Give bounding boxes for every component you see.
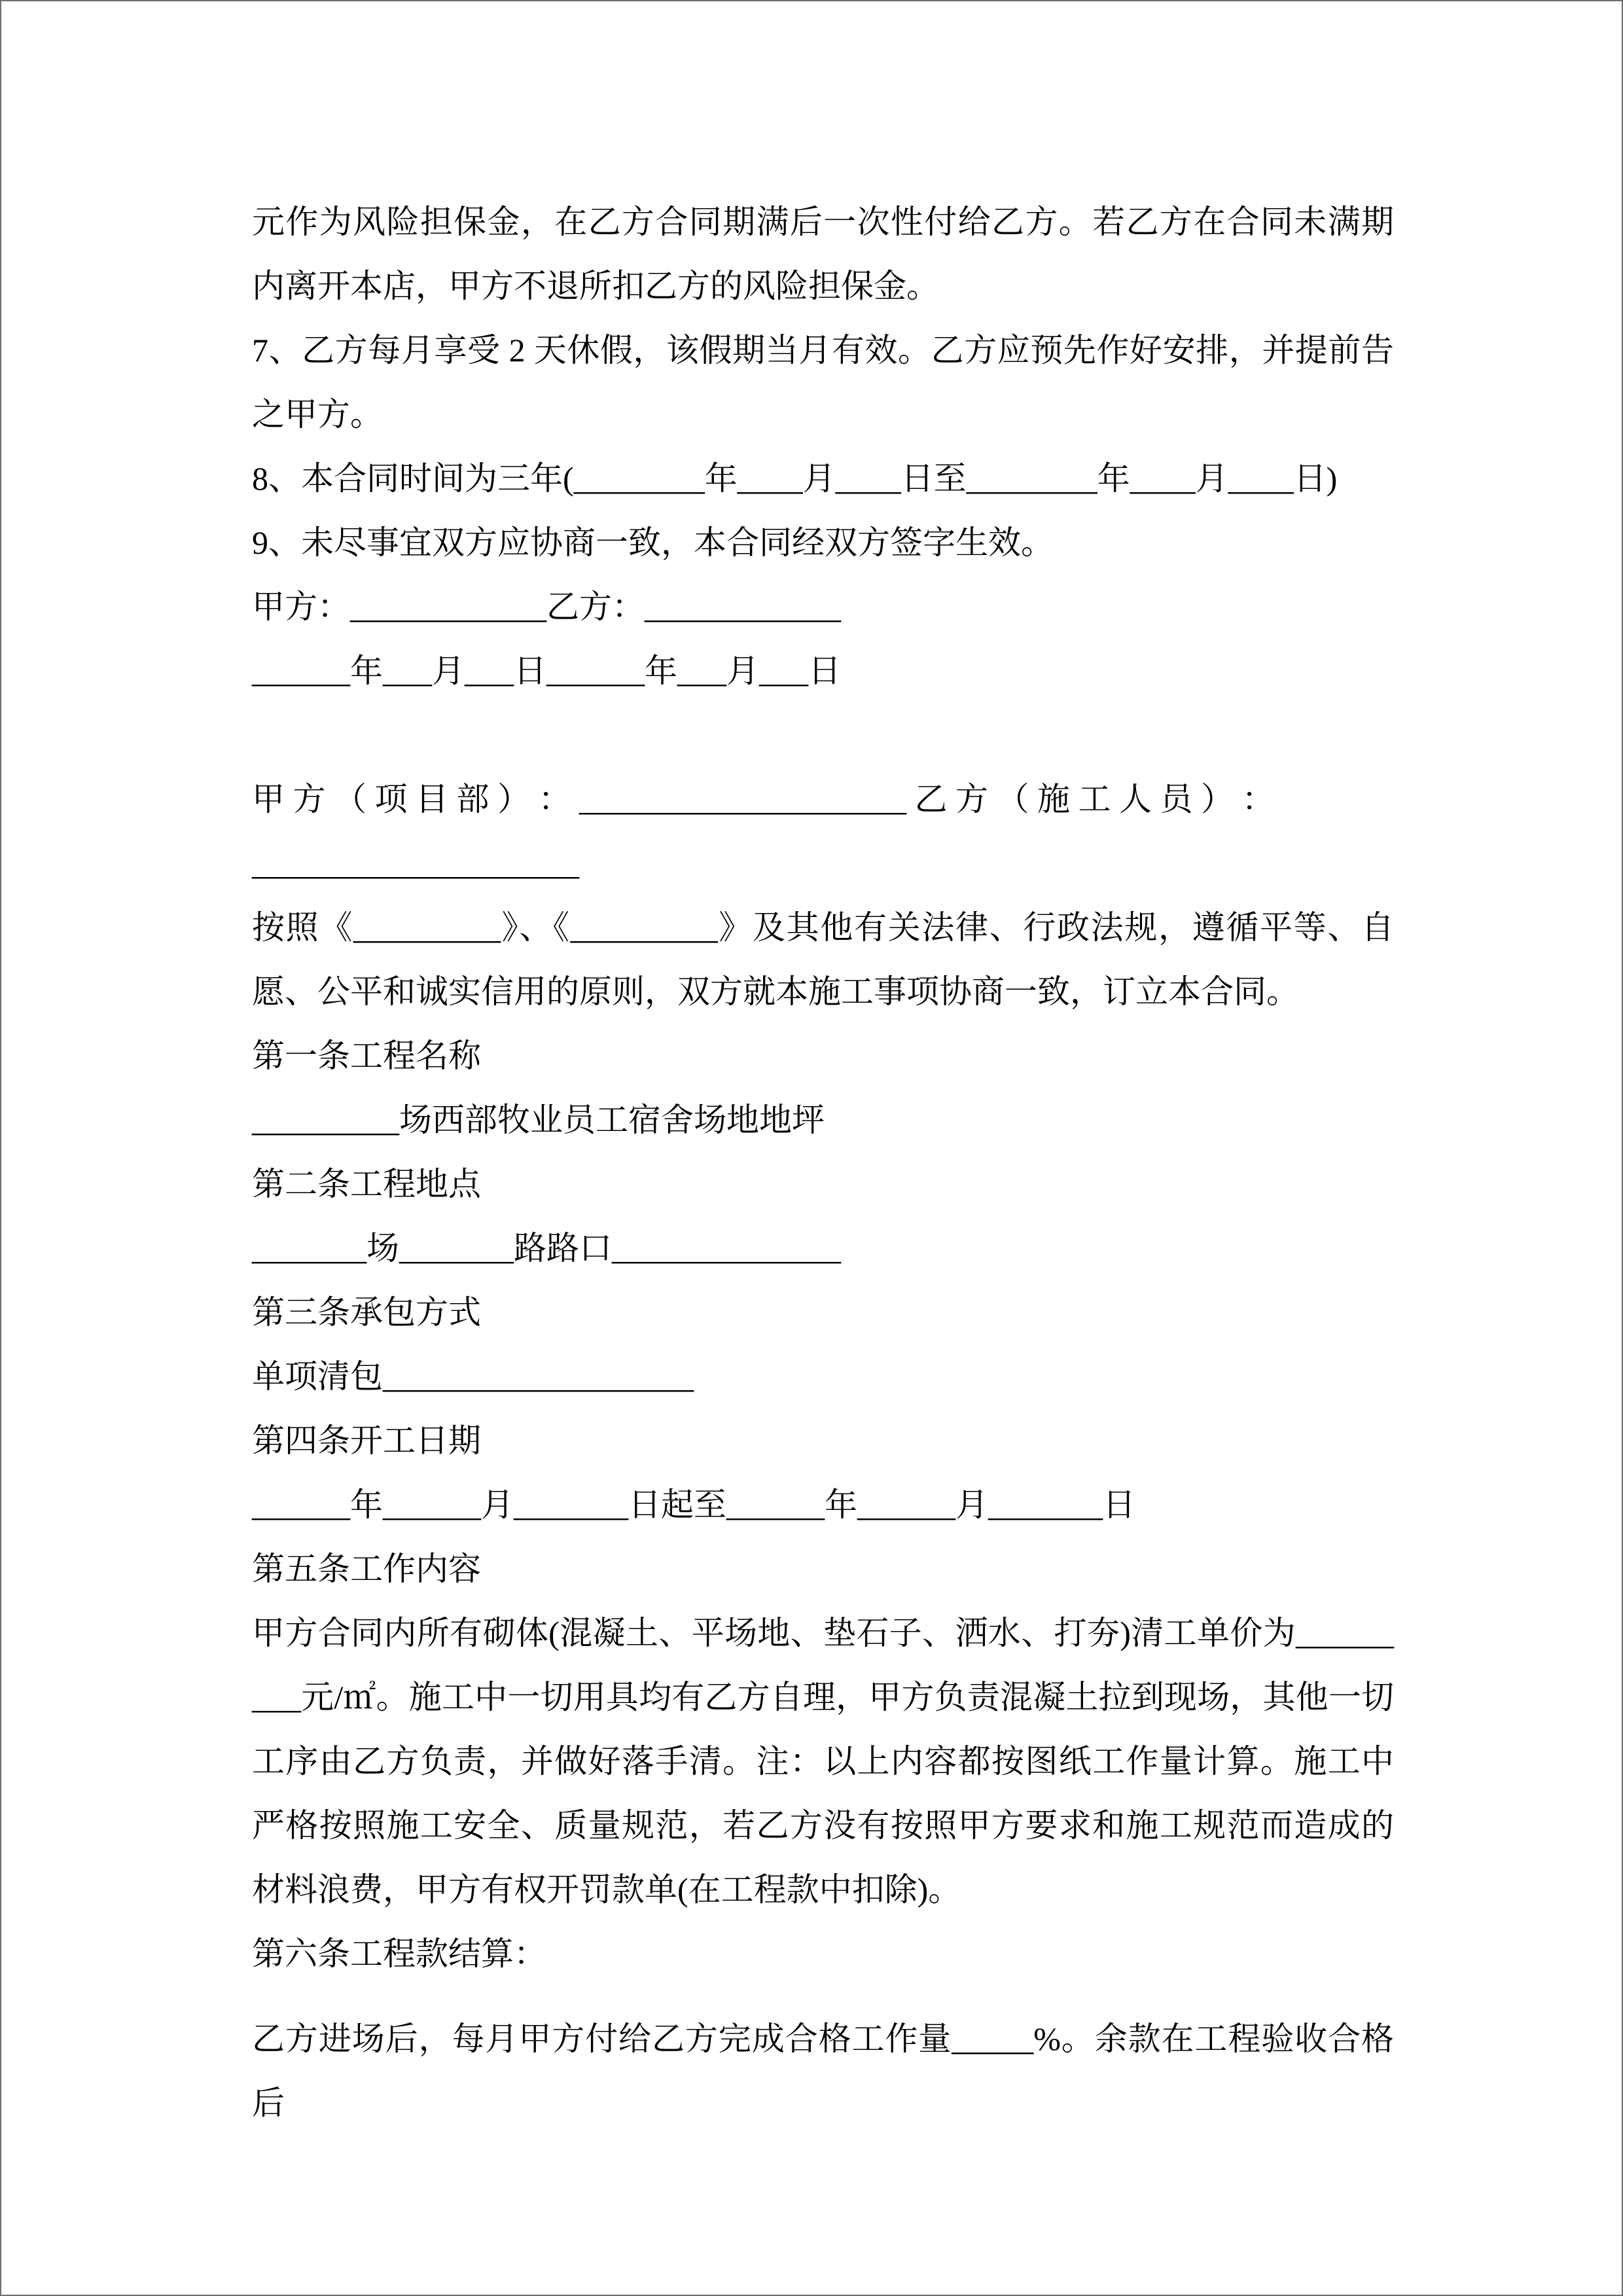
clause-7-vacation: 7、乙方每月享受 2 天休假，该假期当月有效。乙方应预先作好安排，并提前告之甲方。 [252, 332, 1394, 433]
article-3-contract-method: 单项清包___________________ [252, 1358, 694, 1395]
article-1-project-name: _________场西部牧业员工宿舍场地地坪 [252, 1102, 825, 1138]
article-1-heading: 第一条工程名称 [252, 1037, 481, 1074]
document-content [252, 190, 1394, 2135]
article-2-project-location: _______场_______路路口______________ [252, 1230, 841, 1266]
article-2-heading: 第二条工程地点 [252, 1166, 481, 1202]
clause-9-miscellaneous: 9、未尽事宜双方应协商一致，本合同经双方签字生效。 [252, 524, 1054, 561]
article-5-work-content: 甲方合同内所有砌体(混凝土、平场地、垫石子、洒水、打夯)清工单价为_________元/㎡。施工中一切用具均有乙方自理，甲方负责混凝土拉到现场，其他一切工序由乙方负责，并做好落手清。注：以上内容都按图纸工作量计算。施工中严格按照施工安全、质量规范，若乙方没有按照甲方要求和施工规范而造成的材料浪费，甲方有权开罚款单(在工程款中扣除)。 [252, 1615, 1394, 1908]
party-b-blank-line: ____________________ [252, 845, 579, 882]
article-4-heading: 第四条开工日期 [252, 1422, 481, 1459]
paragraph-risk-deposit-continuation: 元作为风险担保金，在乙方合同期满后一次性付给乙方。若乙方在合同未满期内离开本店，甲方不退所扣乙方的风险担保金。 [252, 204, 1394, 304]
signature-line-dates: ______年___月___日______年___月___日 [252, 653, 841, 689]
article-5-heading: 第五条工作内容 [252, 1551, 481, 1587]
article-6-heading: 第六条工程款结算： [252, 1935, 546, 1972]
signature-line-parties: 甲方：____________乙方：____________ [252, 588, 841, 625]
article-6-payment-settlement: 乙方进场后，每月甲方付给乙方完成合格工作量_____%。余款在工程验收合格后 [252, 2020, 1394, 2121]
article-4-start-date: ______年______月_______日起至______年______月_______日 [252, 1486, 1135, 1523]
preamble-legal-basis: 按照《_________》、《_________》及其他有关法律、行政法规，遵循平等、自愿、公平和诚实信用的原则，双方就本施工事项协商一致，订立本合同。 [252, 909, 1394, 1010]
construction-parties-heading: 甲 方 （ 项 目 部 ） ： ____________________ 乙 方 （ 施 工 人 员 ） ： [252, 781, 1275, 817]
article-3-heading: 第三条承包方式 [252, 1294, 481, 1331]
clause-8-contract-term: 8、本合同时间为三年(________年____月____日至________年____月____日) [252, 460, 1338, 497]
